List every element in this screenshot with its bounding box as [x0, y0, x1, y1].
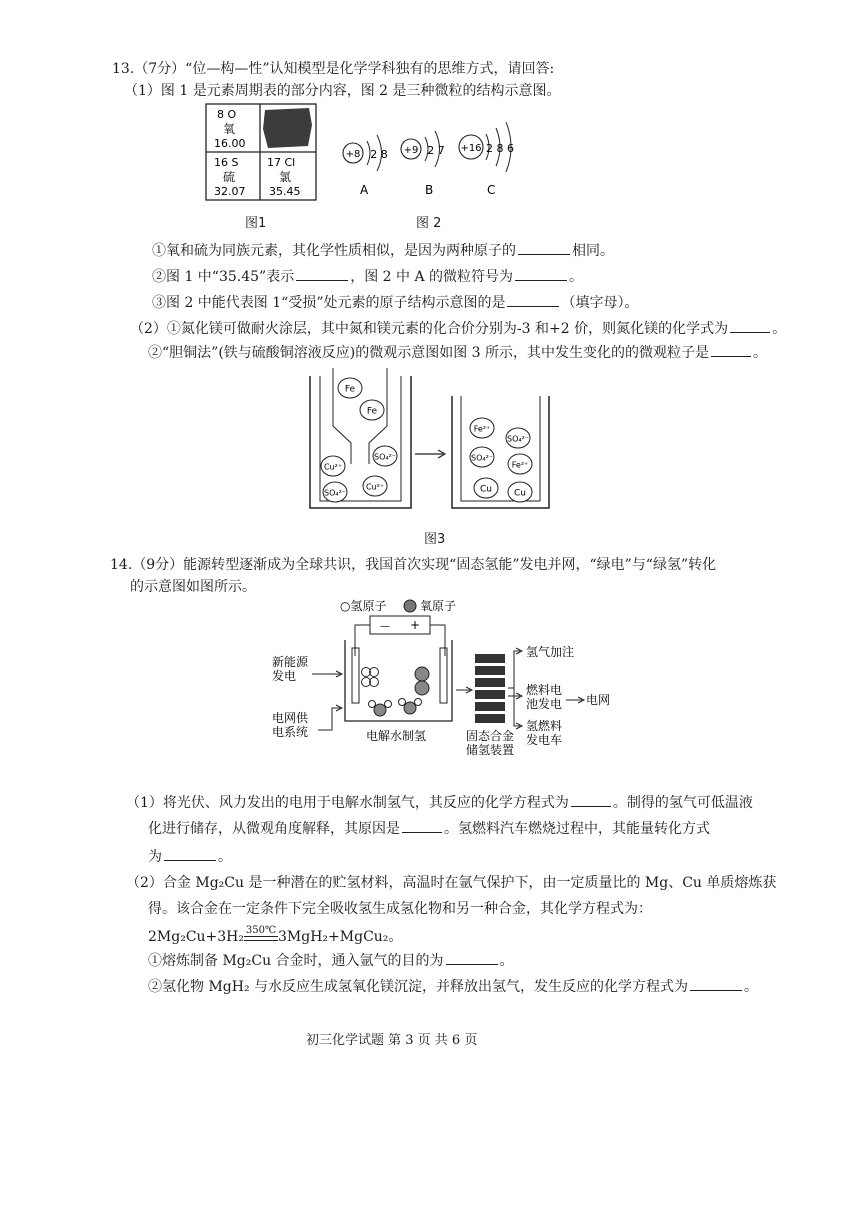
- before-particle-label: Fe: [344, 384, 356, 395]
- legend-oxygen-icon: [404, 600, 416, 612]
- after-particle-label: Cu: [514, 488, 526, 499]
- after-particle-label: SO₄²⁻: [470, 453, 494, 463]
- after-particle: [470, 418, 494, 438]
- before-particle: [373, 446, 397, 466]
- answer-blank[interactable]: [164, 848, 216, 861]
- figure-1-caption: 图1: [245, 216, 267, 231]
- storage-label-line2: 储氢装置: [466, 743, 515, 757]
- before-particle: [360, 400, 384, 420]
- q13-part1-intro: （1）图 1 是元素周期表的部分内容，图 2 是三种微粒的结构示意图。: [124, 83, 561, 99]
- equation-products: 3MgH₂+MgCu₂。: [278, 929, 403, 945]
- source-new-energy-line2: 发电: [272, 669, 297, 683]
- after-particle: [506, 428, 530, 448]
- figure-2-caption: 图 2: [416, 216, 442, 231]
- answer-blank[interactable]: [446, 952, 498, 965]
- page-footer: 初三化学试题 第 3 页 共 6 页: [306, 1033, 478, 1048]
- atom-c-diagram: [459, 122, 514, 172]
- answer-blank[interactable]: [730, 320, 770, 333]
- figure-2-structure-diagrams: [333, 108, 533, 200]
- before-particle: [323, 482, 347, 502]
- answer-blank[interactable]: [507, 294, 559, 307]
- q13-subq3: ③图 2 中能代表图 1“受损”处元素的原子结构示意图的是 （填字母）。: [152, 295, 639, 311]
- atom-a-diagram: [343, 135, 388, 171]
- cell-oxygen-mass: 16.00: [214, 137, 246, 150]
- power-minus: —: [380, 621, 390, 632]
- before-particle-label: SO₄²⁻: [323, 488, 347, 498]
- output-fuelcell-line1: 燃料电: [526, 683, 563, 697]
- before-particle-label: SO₄²⁻: [373, 452, 397, 462]
- before-particle: [321, 456, 345, 476]
- storage-label-line1: 固态合金: [466, 729, 515, 743]
- q14-part1-line3: 为 。: [148, 849, 232, 865]
- source-grid-line1: 电网供: [272, 711, 309, 725]
- before-particle: [338, 378, 362, 398]
- atom-b-label: B: [425, 183, 434, 197]
- equation-reactants: 2Mg₂Cu+3H₂: [148, 929, 245, 945]
- after-particle-label: Fe²⁺: [473, 424, 491, 434]
- cell-oxygen-name: 氧: [223, 122, 236, 136]
- after-particle: [470, 447, 494, 467]
- cell-sulfur-number: 16 S: [214, 156, 239, 169]
- after-particle-label: Cu: [480, 484, 492, 495]
- q13-part2-subq1: （2）①氮化镁可做耐火涂层，其中氮和镁元素的化合价分别为-3 和+2 价，则氮化镁的化学式为 。: [130, 321, 787, 337]
- legend-oxygen: 氧原子: [420, 599, 457, 613]
- answer-blank[interactable]: [296, 268, 348, 281]
- atom-a-electrons: 2 8: [370, 148, 388, 161]
- answer-blank[interactable]: [515, 268, 567, 281]
- q14-part2-line1: （2）合金 Mg₂Cu 是一种潜在的贮氢材料，高温时在氩气保护下，由一定质量比的 Mg、Cu 单质熔炼获: [126, 875, 777, 891]
- q14-heading-line2: 的示意图如图所示。: [130, 579, 256, 595]
- figure-3-caption: 图3: [424, 532, 446, 547]
- before-particle-label: Fe: [366, 406, 378, 417]
- after-particle-label: Fe²⁺: [511, 460, 529, 470]
- atom-b-nucleus: +9: [403, 145, 419, 156]
- before-particle-label: Cu²⁺: [323, 462, 343, 472]
- cell-sulfur-mass: 32.07: [214, 185, 246, 198]
- before-particle-label: Cu²⁺: [365, 482, 385, 492]
- electrolysis-label: 电解水制氢: [366, 729, 427, 743]
- output-vehicle-line2: 发电车: [526, 733, 563, 747]
- after-particle: [474, 478, 498, 498]
- atom-a-label: A: [360, 183, 369, 197]
- cell-chlorine-name: 氯: [279, 170, 292, 184]
- cell-oxygen-number: 8 O: [217, 108, 237, 121]
- answer-blank[interactable]: [518, 242, 570, 255]
- energy-conversion-diagram: [270, 596, 630, 758]
- before-particle: [363, 476, 387, 496]
- output-refueling: 氢气加注: [526, 645, 575, 659]
- legend-hydrogen: ○氢原子: [340, 599, 387, 613]
- damaged-cell-blot: [263, 108, 312, 148]
- q14-part2-line2: 得。该合金在一定条件下完全吸收氢生成氢化物和另一种合金，其化学方程式为：: [148, 901, 652, 917]
- answer-blank[interactable]: [571, 794, 611, 807]
- figure-1-periodic-table: [205, 103, 317, 201]
- atom-c-label: C: [487, 183, 496, 197]
- equation-condition: 350℃: [244, 937, 278, 941]
- q14-heading-line1: 14.（9分）能源转型逐渐成为全球共识，我国首次实现“固态氢能”发电并网，“绿电”与“绿氢”转化: [110, 557, 717, 573]
- output-vehicle-line1: 氢燃料: [526, 719, 563, 733]
- q13-subq2: ②图 1 中“35.45”表示 ，图 2 中 A 的微粒符号为 。: [152, 269, 584, 285]
- atom-b-diagram: [401, 131, 445, 167]
- q13-part2-subq2: ②“胆铜法”(铁与硫酸铜溶液反应)的微观示意图如图 3 所示，其中发生变化的的微观粒子是 。: [148, 345, 768, 361]
- q14-part1-line2: 化进行储存，从微观角度解释，其原因是 。氢燃料汽车燃烧过程中，其能量转化方式: [148, 821, 710, 837]
- q14-subq2: ②氢化物 MgH₂ 与水反应生成氢氧化镁沉淀，并释放出氢气，发生反应的化学方程式为 。: [148, 979, 759, 995]
- after-particle: [508, 454, 532, 474]
- q13-heading: 13.（7分）“位—构—性”认知模型是化学学科独有的思维方式，请回答:: [112, 61, 555, 77]
- atom-b-electrons: 2 7: [427, 144, 445, 157]
- figure-3-beakers: [305, 368, 555, 516]
- output-fuelcell-line2: 池发电: [526, 697, 563, 711]
- q14-equation: [148, 925, 403, 946]
- atom-c-electrons: 2 8 6: [486, 142, 514, 155]
- q14-part1-line1: （1）将光伏、风力发出的电用于电解水制氢气，其反应的化学方程式为 。制得的氢气可低温液: [126, 795, 753, 811]
- after-particle: [508, 482, 532, 502]
- cell-chlorine-number: 17 Cl: [267, 156, 296, 169]
- atom-a-nucleus: +8: [345, 149, 361, 160]
- source-new-energy-line1: 新能源: [272, 655, 309, 669]
- after-particle-label: SO₄²⁻: [506, 434, 530, 444]
- output-grid: 电网: [586, 693, 611, 707]
- answer-blank[interactable]: [711, 344, 751, 357]
- cell-chlorine-mass: 35.45: [269, 185, 301, 198]
- cell-sulfur-name: 硫: [223, 170, 236, 184]
- power-plus: +: [410, 618, 421, 632]
- answer-blank[interactable]: [402, 820, 442, 833]
- answer-blank[interactable]: [690, 978, 742, 991]
- q14-subq1: ①熔炼制备 Mg₂Cu 合金时，通入氩气的目的为 。: [148, 953, 514, 969]
- source-grid-line2: 电系统: [272, 725, 309, 739]
- q13-subq1: ①氧和硫为同族元素，其化学性质相似，是因为两种原子的 相同。: [152, 243, 614, 259]
- atom-c-nucleus: +16: [460, 143, 482, 154]
